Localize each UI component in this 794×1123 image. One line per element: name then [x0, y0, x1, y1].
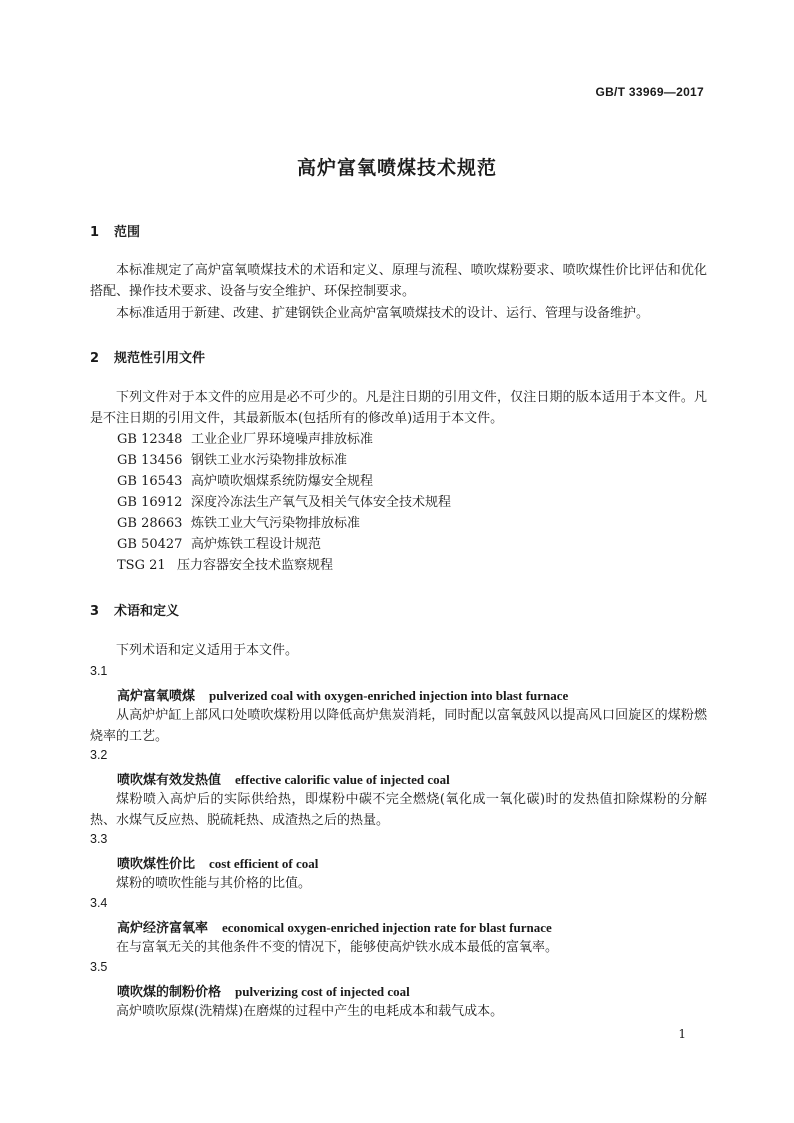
reference-code: GB 13456	[117, 453, 183, 468]
reference-item	[117, 513, 360, 534]
section-number: 3	[90, 604, 100, 619]
section-heading-scope	[90, 221, 140, 240]
term-zh: 喷吹煤性价比	[117, 857, 196, 872]
term-zh: 喷吹煤的制粉价格	[117, 985, 222, 1000]
term-definition: 从高炉炉缸上部风口处喷吹煤粉用以降低高炉焦炭消耗，同时配以富氧鼓风以提高风口回旋区的煤粉燃烧率的工艺。	[90, 708, 707, 744]
paragraph: 本标准适用于新建、改建、扩建钢铁企业高炉富氧喷煤技术的设计、运行、管理与设备维护。	[116, 306, 650, 321]
term-entry	[117, 917, 552, 936]
reference-code: GB 50427	[117, 537, 183, 552]
reference-item	[117, 555, 333, 576]
term-en: cost efficient of coal	[209, 856, 319, 871]
term-definition: 煤粉的喷吹性能与其价格的比值。	[116, 876, 312, 891]
term-number: 3.5	[90, 960, 108, 974]
reference-item	[117, 450, 347, 471]
section-heading-normative-references	[90, 347, 205, 366]
term-en: pulverized coal with oxygen-enriched injection into blast furnace	[209, 688, 569, 703]
term-entry	[117, 981, 410, 1000]
paragraph: 下列术语和定义适用于本文件。	[116, 643, 299, 658]
term-entry	[117, 853, 318, 872]
reference-title: 高炉喷吹烟煤系统防爆安全规程	[191, 474, 374, 489]
reference-code: GB 12348	[117, 432, 183, 447]
term-number: 3.1	[90, 664, 108, 678]
reference-title: 炼铁工业大气污染物排放标准	[191, 516, 361, 531]
reference-title: 压力容器安全技术监察规程	[177, 558, 334, 573]
reference-item	[117, 429, 373, 450]
term-definition: 煤粉喷入高炉后的实际供给热，即煤粉中碳不完全燃烧(氧化成一氧化碳)时的发热值扣除煤粉的分解热、水煤气反应热、脱硫耗热、成渣热之后的热量。	[90, 792, 707, 828]
reference-item	[117, 471, 373, 492]
paragraph: 本标准规定了高炉富氧喷煤技术的术语和定义、原理与流程、喷吹煤粉要求、喷吹煤性价比评估和优化搭配、操作技术要求、设备与安全维护、环保控制要求。	[90, 263, 707, 299]
term-number: 3.3	[90, 832, 108, 846]
reference-title: 钢铁工业水污染物排放标准	[191, 453, 348, 468]
reference-item	[117, 492, 451, 513]
section-heading-terms-definitions	[90, 600, 179, 619]
section-title: 规范性引用文件	[114, 351, 206, 366]
reference-title: 工业企业厂界环境噪声排放标准	[191, 432, 374, 447]
term-zh: 喷吹煤有效发热值	[117, 773, 222, 788]
term-entry	[117, 685, 568, 704]
standard-number: GB/T 33969—2017	[595, 85, 704, 99]
reference-code: TSG 21	[117, 558, 166, 573]
section-title: 术语和定义	[114, 604, 180, 619]
section-number: 2	[90, 351, 100, 366]
page-title: 高炉富氧喷煤技术规范	[296, 157, 497, 179]
reference-code: GB 28663	[117, 516, 183, 531]
reference-code: GB 16912	[117, 495, 183, 510]
term-zh: 高炉富氧喷煤	[117, 689, 196, 704]
term-en: economical oxygen-enriched injection rate for blast furnace	[222, 920, 552, 935]
term-definition: 在与富氧无关的其他条件不变的情况下，能够使高炉铁水成本最低的富氧率。	[116, 940, 559, 955]
term-definition: 高炉喷吹原煤(洗精煤)在磨煤的过程中产生的电耗成本和载气成本。	[116, 1004, 504, 1019]
term-entry	[117, 769, 450, 788]
term-en: pulverizing cost of injected coal	[235, 984, 410, 999]
reference-code: GB 16543	[117, 474, 183, 489]
term-number: 3.4	[90, 896, 108, 910]
reference-title: 深度冷冻法生产氧气及相关气体安全技术规程	[191, 495, 452, 510]
term-number: 3.2	[90, 748, 108, 762]
section-title: 范围	[114, 225, 141, 240]
term-en: effective calorific value of injected coal	[235, 772, 450, 787]
paragraph: 下列文件对于本文件的应用是必不可少的。凡是注日期的引用文件，仅注日期的版本适用于本文件。凡是不注日期的引用文件，其最新版本(包括所有的修改单)适用于本文件。	[90, 390, 707, 426]
reference-title: 高炉炼铁工程设计规范	[191, 537, 322, 552]
term-zh: 高炉经济富氧率	[117, 921, 209, 936]
page-number: 1	[678, 1027, 686, 1041]
reference-item	[117, 534, 321, 555]
section-number: 1	[90, 225, 100, 240]
